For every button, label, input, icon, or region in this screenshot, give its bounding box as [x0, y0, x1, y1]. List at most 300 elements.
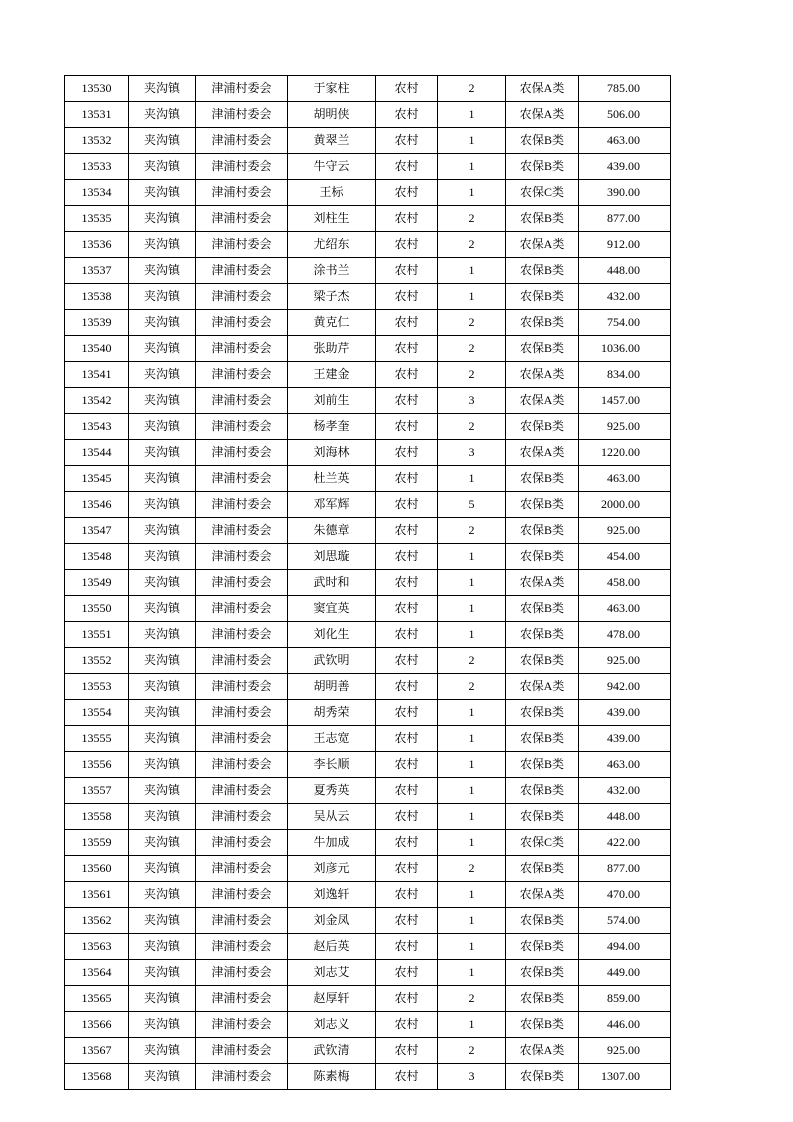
insurance-category-cell: 农保B类 — [506, 596, 579, 622]
insurance-category-cell: 农保B类 — [506, 258, 579, 284]
amount-cell: 432.00 — [579, 284, 671, 310]
insurance-category-cell: 农保B类 — [506, 804, 579, 830]
record-id-cell: 13558 — [65, 804, 129, 830]
person-count-cell: 1 — [438, 596, 506, 622]
amount-cell: 448.00 — [579, 258, 671, 284]
village-committee-cell: 津浦村委会 — [196, 102, 288, 128]
amount-cell: 463.00 — [579, 752, 671, 778]
record-id-cell: 13541 — [65, 362, 129, 388]
person-name-cell: 刘金凤 — [288, 908, 376, 934]
person-name-cell: 窦宜英 — [288, 596, 376, 622]
insurance-category-cell: 农保B类 — [506, 466, 579, 492]
residence-type-cell: 农村 — [376, 518, 438, 544]
record-id-cell: 13538 — [65, 284, 129, 310]
insurance-category-cell: 农保B类 — [506, 336, 579, 362]
town-cell: 夹沟镇 — [129, 986, 196, 1012]
insurance-category-cell: 农保A类 — [506, 232, 579, 258]
amount-cell: 1307.00 — [579, 1064, 671, 1090]
insurance-category-cell: 农保B类 — [506, 934, 579, 960]
person-count-cell: 2 — [438, 362, 506, 388]
town-cell: 夹沟镇 — [129, 752, 196, 778]
residence-type-cell: 农村 — [376, 180, 438, 206]
village-committee-cell: 津浦村委会 — [196, 388, 288, 414]
village-committee-cell: 津浦村委会 — [196, 440, 288, 466]
table-row — [65, 284, 671, 310]
record-id-cell: 13551 — [65, 622, 129, 648]
residence-type-cell: 农村 — [376, 440, 438, 466]
person-count-cell: 1 — [438, 284, 506, 310]
data-table — [64, 75, 671, 1090]
person-count-cell: 2 — [438, 674, 506, 700]
town-cell: 夹沟镇 — [129, 700, 196, 726]
person-name-cell: 刘思璇 — [288, 544, 376, 570]
amount-cell: 785.00 — [579, 76, 671, 102]
person-name-cell: 刘前生 — [288, 388, 376, 414]
village-committee-cell: 津浦村委会 — [196, 492, 288, 518]
person-name-cell: 刘海林 — [288, 440, 376, 466]
amount-cell: 1036.00 — [579, 336, 671, 362]
amount-cell: 448.00 — [579, 804, 671, 830]
village-committee-cell: 津浦村委会 — [196, 336, 288, 362]
table-row — [65, 466, 671, 492]
record-id-cell: 13563 — [65, 934, 129, 960]
village-committee-cell: 津浦村委会 — [196, 258, 288, 284]
person-name-cell: 刘柱生 — [288, 206, 376, 232]
insurance-category-cell: 农保B类 — [506, 492, 579, 518]
person-name-cell: 于家柱 — [288, 76, 376, 102]
person-count-cell: 1 — [438, 752, 506, 778]
person-count-cell: 3 — [438, 388, 506, 414]
insurance-category-cell: 农保B类 — [506, 726, 579, 752]
record-id-cell: 13557 — [65, 778, 129, 804]
insurance-category-cell: 农保A类 — [506, 1038, 579, 1064]
residence-type-cell: 农村 — [376, 492, 438, 518]
person-count-cell: 1 — [438, 908, 506, 934]
person-name-cell: 刘志艾 — [288, 960, 376, 986]
person-count-cell: 2 — [438, 986, 506, 1012]
table-row — [65, 1012, 671, 1038]
village-committee-cell: 津浦村委会 — [196, 648, 288, 674]
record-id-cell: 13536 — [65, 232, 129, 258]
person-name-cell: 黄克仁 — [288, 310, 376, 336]
person-name-cell: 武钦清 — [288, 1038, 376, 1064]
table-row — [65, 154, 671, 180]
person-count-cell: 2 — [438, 206, 506, 232]
residence-type-cell: 农村 — [376, 102, 438, 128]
table-row — [65, 76, 671, 102]
residence-type-cell: 农村 — [376, 310, 438, 336]
town-cell: 夹沟镇 — [129, 934, 196, 960]
table-row — [65, 518, 671, 544]
record-id-cell: 13542 — [65, 388, 129, 414]
amount-cell: 446.00 — [579, 1012, 671, 1038]
person-count-cell: 1 — [438, 258, 506, 284]
amount-cell: 478.00 — [579, 622, 671, 648]
person-name-cell: 刘彦元 — [288, 856, 376, 882]
table-row — [65, 648, 671, 674]
amount-cell: 439.00 — [579, 700, 671, 726]
insurance-category-cell: 农保B类 — [506, 622, 579, 648]
town-cell: 夹沟镇 — [129, 128, 196, 154]
insurance-category-cell: 农保B类 — [506, 154, 579, 180]
amount-cell: 834.00 — [579, 362, 671, 388]
table-row — [65, 986, 671, 1012]
residence-type-cell: 农村 — [376, 570, 438, 596]
amount-cell: 912.00 — [579, 232, 671, 258]
insurance-category-cell: 农保B类 — [506, 544, 579, 570]
table-row — [65, 934, 671, 960]
record-id-cell: 13534 — [65, 180, 129, 206]
table-row — [65, 414, 671, 440]
village-committee-cell: 津浦村委会 — [196, 518, 288, 544]
insurance-category-cell: 农保B类 — [506, 778, 579, 804]
table-row — [65, 206, 671, 232]
person-count-cell: 1 — [438, 154, 506, 180]
person-count-cell: 2 — [438, 518, 506, 544]
town-cell: 夹沟镇 — [129, 76, 196, 102]
record-id-cell: 13553 — [65, 674, 129, 700]
person-count-cell: 5 — [438, 492, 506, 518]
person-count-cell: 2 — [438, 648, 506, 674]
insurance-category-cell: 农保B类 — [506, 648, 579, 674]
village-committee-cell: 津浦村委会 — [196, 414, 288, 440]
town-cell: 夹沟镇 — [129, 466, 196, 492]
village-committee-cell: 津浦村委会 — [196, 310, 288, 336]
record-id-cell: 13552 — [65, 648, 129, 674]
amount-cell: 877.00 — [579, 856, 671, 882]
village-committee-cell: 津浦村委会 — [196, 908, 288, 934]
record-id-cell: 13550 — [65, 596, 129, 622]
town-cell: 夹沟镇 — [129, 570, 196, 596]
person-count-cell: 1 — [438, 934, 506, 960]
record-id-cell: 13539 — [65, 310, 129, 336]
residence-type-cell: 农村 — [376, 336, 438, 362]
record-id-cell: 13547 — [65, 518, 129, 544]
person-count-cell: 1 — [438, 570, 506, 596]
person-count-cell: 1 — [438, 544, 506, 570]
table-row — [65, 336, 671, 362]
town-cell: 夹沟镇 — [129, 1012, 196, 1038]
village-committee-cell: 津浦村委会 — [196, 986, 288, 1012]
village-committee-cell: 津浦村委会 — [196, 1012, 288, 1038]
person-name-cell: 王建金 — [288, 362, 376, 388]
record-id-cell: 13555 — [65, 726, 129, 752]
residence-type-cell: 农村 — [376, 778, 438, 804]
residence-type-cell: 农村 — [376, 414, 438, 440]
insurance-category-cell: 农保B类 — [506, 310, 579, 336]
village-committee-cell: 津浦村委会 — [196, 830, 288, 856]
insurance-category-cell: 农保B类 — [506, 518, 579, 544]
person-count-cell: 1 — [438, 622, 506, 648]
village-committee-cell: 津浦村委会 — [196, 622, 288, 648]
amount-cell: 2000.00 — [579, 492, 671, 518]
table-row — [65, 596, 671, 622]
town-cell: 夹沟镇 — [129, 102, 196, 128]
village-committee-cell: 津浦村委会 — [196, 180, 288, 206]
person-name-cell: 王标 — [288, 180, 376, 206]
town-cell: 夹沟镇 — [129, 596, 196, 622]
residence-type-cell: 农村 — [376, 648, 438, 674]
record-id-cell: 13544 — [65, 440, 129, 466]
amount-cell: 925.00 — [579, 1038, 671, 1064]
village-committee-cell: 津浦村委会 — [196, 1064, 288, 1090]
person-count-cell: 2 — [438, 76, 506, 102]
person-name-cell: 胡秀荣 — [288, 700, 376, 726]
residence-type-cell: 农村 — [376, 752, 438, 778]
amount-cell: 463.00 — [579, 596, 671, 622]
person-count-cell: 2 — [438, 1038, 506, 1064]
residence-type-cell: 农村 — [376, 206, 438, 232]
insurance-category-cell: 农保B类 — [506, 1064, 579, 1090]
record-id-cell: 13546 — [65, 492, 129, 518]
record-id-cell: 13549 — [65, 570, 129, 596]
insurance-category-cell: 农保A类 — [506, 102, 579, 128]
person-name-cell: 邓军辉 — [288, 492, 376, 518]
town-cell: 夹沟镇 — [129, 778, 196, 804]
person-count-cell: 1 — [438, 804, 506, 830]
person-count-cell: 2 — [438, 310, 506, 336]
town-cell: 夹沟镇 — [129, 414, 196, 440]
insurance-category-cell: 农保B类 — [506, 700, 579, 726]
insurance-category-cell: 农保A类 — [506, 362, 579, 388]
amount-cell: 422.00 — [579, 830, 671, 856]
person-name-cell: 尤绍东 — [288, 232, 376, 258]
person-name-cell: 杨孝奎 — [288, 414, 376, 440]
record-id-cell: 13554 — [65, 700, 129, 726]
residence-type-cell: 农村 — [376, 674, 438, 700]
person-name-cell: 夏秀英 — [288, 778, 376, 804]
residence-type-cell: 农村 — [376, 154, 438, 180]
residence-type-cell: 农村 — [376, 284, 438, 310]
person-name-cell: 胡明善 — [288, 674, 376, 700]
amount-cell: 1220.00 — [579, 440, 671, 466]
table-row — [65, 1038, 671, 1064]
insurance-category-cell: 农保C类 — [506, 180, 579, 206]
residence-type-cell: 农村 — [376, 128, 438, 154]
residence-type-cell: 农村 — [376, 700, 438, 726]
residence-type-cell: 农村 — [376, 362, 438, 388]
town-cell: 夹沟镇 — [129, 232, 196, 258]
village-committee-cell: 津浦村委会 — [196, 544, 288, 570]
town-cell: 夹沟镇 — [129, 856, 196, 882]
person-count-cell: 1 — [438, 882, 506, 908]
person-name-cell: 胡明侠 — [288, 102, 376, 128]
village-committee-cell: 津浦村委会 — [196, 804, 288, 830]
residence-type-cell: 农村 — [376, 986, 438, 1012]
residence-type-cell: 农村 — [376, 830, 438, 856]
residence-type-cell: 农村 — [376, 804, 438, 830]
table-row — [65, 778, 671, 804]
town-cell: 夹沟镇 — [129, 310, 196, 336]
record-id-cell: 13535 — [65, 206, 129, 232]
person-count-cell: 1 — [438, 700, 506, 726]
insurance-category-cell: 农保B类 — [506, 986, 579, 1012]
village-committee-cell: 津浦村委会 — [196, 726, 288, 752]
insurance-category-cell: 农保B类 — [506, 206, 579, 232]
village-committee-cell: 津浦村委会 — [196, 232, 288, 258]
amount-cell: 506.00 — [579, 102, 671, 128]
record-id-cell: 13537 — [65, 258, 129, 284]
person-count-cell: 1 — [438, 726, 506, 752]
town-cell: 夹沟镇 — [129, 492, 196, 518]
table-row — [65, 492, 671, 518]
person-name-cell: 刘逸轩 — [288, 882, 376, 908]
person-name-cell: 刘化生 — [288, 622, 376, 648]
table-row — [65, 180, 671, 206]
person-count-cell: 3 — [438, 1064, 506, 1090]
table-row — [65, 726, 671, 752]
person-name-cell: 黄翠兰 — [288, 128, 376, 154]
amount-cell: 877.00 — [579, 206, 671, 232]
insurance-category-cell: 农保A类 — [506, 76, 579, 102]
village-committee-cell: 津浦村委会 — [196, 128, 288, 154]
person-count-cell: 1 — [438, 1012, 506, 1038]
person-name-cell: 李长顺 — [288, 752, 376, 778]
village-committee-cell: 津浦村委会 — [196, 596, 288, 622]
residence-type-cell: 农村 — [376, 908, 438, 934]
town-cell: 夹沟镇 — [129, 804, 196, 830]
amount-cell: 439.00 — [579, 726, 671, 752]
person-name-cell: 牛守云 — [288, 154, 376, 180]
town-cell: 夹沟镇 — [129, 154, 196, 180]
village-committee-cell: 津浦村委会 — [196, 882, 288, 908]
village-committee-cell: 津浦村委会 — [196, 752, 288, 778]
person-count-cell: 2 — [438, 232, 506, 258]
record-id-cell: 13565 — [65, 986, 129, 1012]
town-cell: 夹沟镇 — [129, 206, 196, 232]
village-committee-cell: 津浦村委会 — [196, 362, 288, 388]
village-committee-cell: 津浦村委会 — [196, 76, 288, 102]
insurance-category-cell: 农保B类 — [506, 284, 579, 310]
record-id-cell: 13561 — [65, 882, 129, 908]
insurance-category-cell: 农保A类 — [506, 388, 579, 414]
table-body — [65, 76, 671, 1090]
table-row — [65, 128, 671, 154]
town-cell: 夹沟镇 — [129, 648, 196, 674]
person-count-cell: 1 — [438, 960, 506, 986]
residence-type-cell: 农村 — [376, 596, 438, 622]
table-row — [65, 544, 671, 570]
town-cell: 夹沟镇 — [129, 180, 196, 206]
insurance-category-cell: 农保A类 — [506, 570, 579, 596]
person-name-cell: 王志宽 — [288, 726, 376, 752]
person-name-cell: 朱德章 — [288, 518, 376, 544]
town-cell: 夹沟镇 — [129, 1064, 196, 1090]
table-row — [65, 752, 671, 778]
residence-type-cell: 农村 — [376, 960, 438, 986]
person-name-cell: 张助芹 — [288, 336, 376, 362]
village-committee-cell: 津浦村委会 — [196, 1038, 288, 1064]
insurance-category-cell: 农保B类 — [506, 128, 579, 154]
insurance-category-cell: 农保B类 — [506, 1012, 579, 1038]
amount-cell: 574.00 — [579, 908, 671, 934]
residence-type-cell: 农村 — [376, 1012, 438, 1038]
record-id-cell: 13562 — [65, 908, 129, 934]
person-count-cell: 2 — [438, 414, 506, 440]
town-cell: 夹沟镇 — [129, 830, 196, 856]
town-cell: 夹沟镇 — [129, 336, 196, 362]
residence-type-cell: 农村 — [376, 466, 438, 492]
village-committee-cell: 津浦村委会 — [196, 960, 288, 986]
table-row — [65, 1064, 671, 1090]
town-cell: 夹沟镇 — [129, 674, 196, 700]
record-id-cell: 13567 — [65, 1038, 129, 1064]
village-committee-cell: 津浦村委会 — [196, 674, 288, 700]
insurance-category-cell: 农保A类 — [506, 440, 579, 466]
person-name-cell: 涂书兰 — [288, 258, 376, 284]
insurance-category-cell: 农保B类 — [506, 414, 579, 440]
record-id-cell: 13559 — [65, 830, 129, 856]
record-id-cell: 13568 — [65, 1064, 129, 1090]
amount-cell: 925.00 — [579, 518, 671, 544]
amount-cell: 432.00 — [579, 778, 671, 804]
person-name-cell: 吴从云 — [288, 804, 376, 830]
person-name-cell: 梁子杰 — [288, 284, 376, 310]
amount-cell: 463.00 — [579, 466, 671, 492]
table-row — [65, 908, 671, 934]
person-count-cell: 1 — [438, 778, 506, 804]
residence-type-cell: 农村 — [376, 544, 438, 570]
table-row — [65, 622, 671, 648]
residence-type-cell: 农村 — [376, 1064, 438, 1090]
table-row — [65, 362, 671, 388]
person-count-cell: 3 — [438, 440, 506, 466]
person-count-cell: 1 — [438, 180, 506, 206]
table-row — [65, 856, 671, 882]
person-count-cell: 1 — [438, 830, 506, 856]
insurance-category-cell: 农保B类 — [506, 752, 579, 778]
residence-type-cell: 农村 — [376, 76, 438, 102]
amount-cell: 494.00 — [579, 934, 671, 960]
residence-type-cell: 农村 — [376, 232, 438, 258]
table-row — [65, 700, 671, 726]
record-id-cell: 13560 — [65, 856, 129, 882]
insurance-category-cell: 农保A类 — [506, 674, 579, 700]
residence-type-cell: 农村 — [376, 856, 438, 882]
residence-type-cell: 农村 — [376, 726, 438, 752]
amount-cell: 390.00 — [579, 180, 671, 206]
insurance-category-cell: 农保A类 — [506, 882, 579, 908]
insurance-category-cell: 农保B类 — [506, 856, 579, 882]
town-cell: 夹沟镇 — [129, 1038, 196, 1064]
person-name-cell: 武钦明 — [288, 648, 376, 674]
person-count-cell: 1 — [438, 466, 506, 492]
village-committee-cell: 津浦村委会 — [196, 466, 288, 492]
village-committee-cell: 津浦村委会 — [196, 206, 288, 232]
village-committee-cell: 津浦村委会 — [196, 570, 288, 596]
village-committee-cell: 津浦村委会 — [196, 154, 288, 180]
residence-type-cell: 农村 — [376, 258, 438, 284]
insurance-category-cell: 农保C类 — [506, 830, 579, 856]
amount-cell: 925.00 — [579, 648, 671, 674]
village-committee-cell: 津浦村委会 — [196, 284, 288, 310]
town-cell: 夹沟镇 — [129, 388, 196, 414]
residence-type-cell: 农村 — [376, 934, 438, 960]
amount-cell: 439.00 — [579, 154, 671, 180]
residence-type-cell: 农村 — [376, 622, 438, 648]
residence-type-cell: 农村 — [376, 388, 438, 414]
table-row — [65, 570, 671, 596]
village-committee-cell: 津浦村委会 — [196, 700, 288, 726]
amount-cell: 470.00 — [579, 882, 671, 908]
person-count-cell: 2 — [438, 856, 506, 882]
town-cell: 夹沟镇 — [129, 622, 196, 648]
table-row — [65, 960, 671, 986]
record-id-cell: 13564 — [65, 960, 129, 986]
person-name-cell: 陈素梅 — [288, 1064, 376, 1090]
record-id-cell: 13530 — [65, 76, 129, 102]
person-name-cell: 赵厚轩 — [288, 986, 376, 1012]
